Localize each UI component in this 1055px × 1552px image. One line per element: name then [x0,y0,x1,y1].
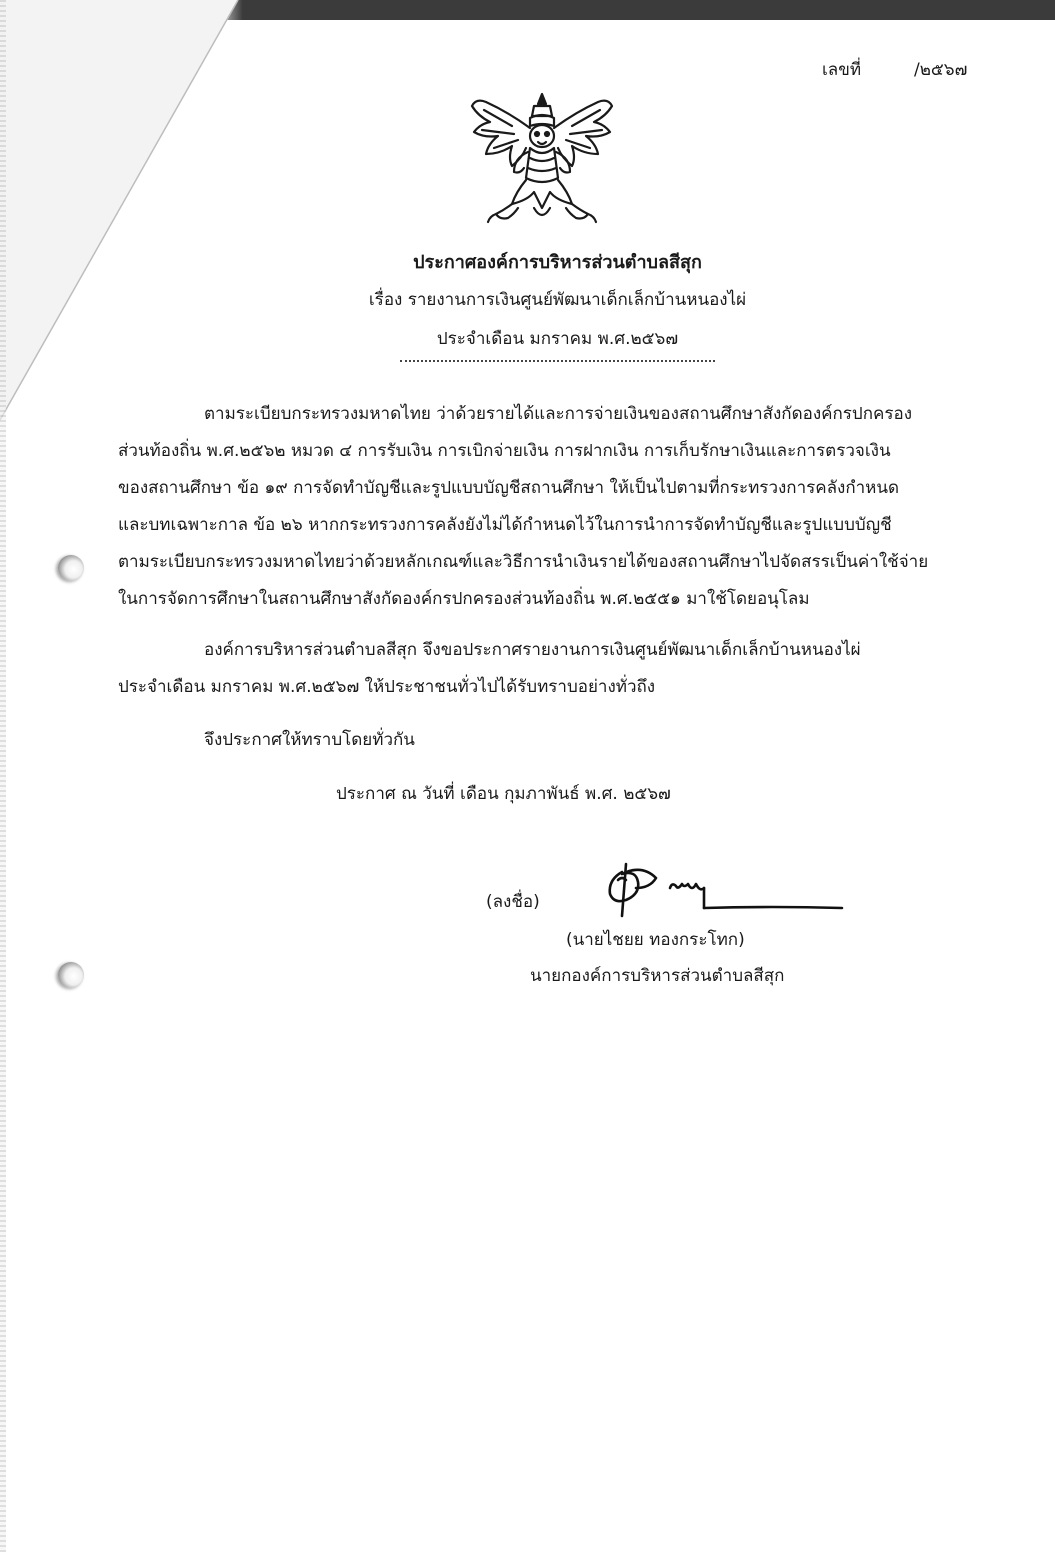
signer-position: นายกองค์การบริหารส่วนตำบลสีสุก [530,966,785,986]
document-number-label: เลขที่ [822,60,862,80]
punch-hole-bottom [58,962,84,988]
signer-name: (นายไชยย ทองกระโทก) [566,930,745,950]
scan-left-edge [0,0,6,1552]
document-number-value: /๒๕๖๗ [914,60,968,80]
paragraph-line: และบทเฉพาะกาล ข้อ ๒๖ หากกระทรวงการคลังยังไม่ได้กำหนดไว้ในการนำการจัดทำบัญชีและรูปแบบบัญชี [118,515,892,535]
paragraph-line: ส่วนท้องถิ่น พ.ศ.๒๕๖๒ หมวด ๔ การรับเงิน การเบิกจ่ายเงิน การฝากเงิน การเก็บรักษาเงินและการตรวจเงิน [118,441,891,461]
notice-statement: จึงประกาศให้ทราบโดยทั่วกัน [204,730,415,750]
page-title: ประกาศองค์การบริหารส่วนตำบลสีสุก [413,252,702,273]
paragraph-line: ประจำเดือน มกราคม พ.ศ.๒๕๖๗ ให้ประชาชนทั่วไปได้รับทราบอย่างทั่วถึง [118,677,656,697]
dotted-divider [400,360,715,362]
garuda-emblem-icon [468,92,616,228]
punch-hole-top [58,555,84,581]
body-paragraph-1 [118,396,948,618]
paragraph-line: ในการจัดการศึกษาในสถานศึกษาสังกัดองค์กรปกครองส่วนท้องถิ่น พ.ศ.๒๕๕๑ มาใช้โดยอนุโลม [118,589,810,609]
paragraph-line: ตามระเบียบกระทรวงมหาดไทยว่าด้วยหลักเกณฑ์และวิธีการนำเงินรายได้ของสถานศึกษาไปจัดสรรเป็นค่าใช้จ่าย [118,552,929,572]
announcement-date: ประกาศ ณ วันที่ เดือน กุมภาพันธ์ พ.ศ. ๒๕๖๗ [336,784,671,804]
handwritten-signature [592,858,852,922]
document-period: ประจำเดือน มกราคม พ.ศ.๒๕๖๗ [436,329,679,349]
document-number [822,56,967,83]
signature-label: (ลงชื่อ) [486,892,540,912]
paragraph-line: ของสถานศึกษา ข้อ ๑๙ การจัดทำบัญชีและรูปแบบบัญชีสถานศึกษา ให้เป็นไปตามที่กระทรวงการคลังกำหนด [118,478,900,498]
body-paragraph-2 [118,632,948,706]
document-subject: เรื่อง รายงานการเงินศูนย์พัฒนาเด็กเล็กบ้านหนองไผ่ [368,290,747,310]
paragraph-line: องค์การบริหารส่วนตำบลสีสุก จึงขอประกาศรายงานการเงินศูนย์พัฒนาเด็กเล็กบ้านหนองไผ่ [204,640,861,660]
paragraph-line: ตามระเบียบกระทรวงมหาดไทย ว่าด้วยรายได้และการจ่ายเงินของสถานศึกษาสังกัดองค์กรปกครอง [204,404,913,424]
